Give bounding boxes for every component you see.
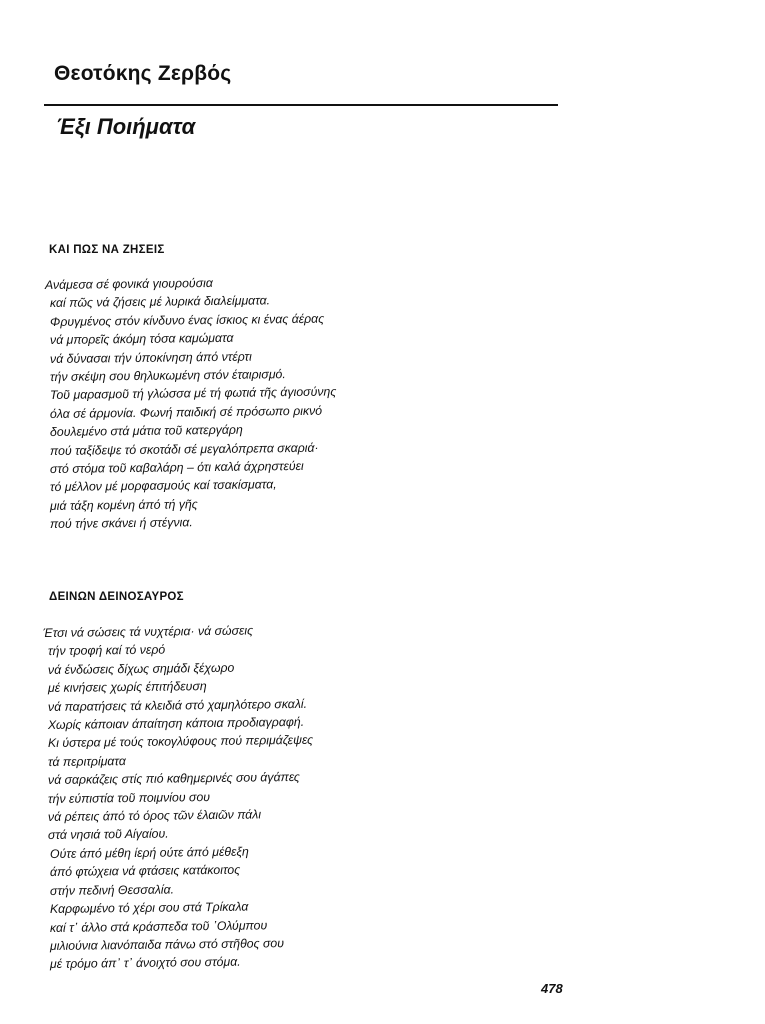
- poem-line: πού ταξίδεψε τό σκοτάδι σέ μεγαλόπρεπα σκαριά·: [49, 440, 319, 458]
- poem-line: δουλεμένο στά μάτια τοῦ κατεργάρη: [49, 422, 243, 440]
- page-number: 478: [541, 981, 563, 996]
- poem-line: όλα σέ άρμονία. Φωνή παιδική σέ πρόσωπο ρικνό: [49, 403, 323, 421]
- poem-line: Ούτε άπό μέθη ίερή ούτε άπό μέθεξη: [49, 844, 249, 861]
- poem-line: καί τ᾽ άλλο στά κράσπεδα τοῦ ᾽Ολύμπου: [49, 917, 268, 935]
- poem-line: νά παρατήσεις τά κλειδιά στό χαμηλότερο σκαλί.: [47, 696, 308, 714]
- poem-line: νά δύνασαι τήν ύποκίνηση άπό ντέρτι: [49, 349, 252, 366]
- poem-line: νά μπορεῖς άκόμη τόσα καμώματα: [49, 330, 234, 348]
- poem-line: Ανάμεσα σέ φονικά γιουρούσια: [44, 275, 213, 292]
- poem-line: τά περιτρίματα: [47, 753, 126, 769]
- title-rule: [44, 104, 558, 106]
- poem-line: μέ τρόμο άπ᾽ τ᾽ άνοιχτό σου στόμα.: [49, 955, 241, 972]
- poem-title-1: ΚΑΙ ΠΩΣ ΝΑ ΖΗΣΕΙΣ: [49, 244, 165, 256]
- poem-line: νά ένδώσεις δίχως σημάδι ξέχωρο: [47, 660, 235, 677]
- poem-line: Χωρίς κάποιαν άπαίτηση κάποια προδιαγραφή.: [47, 714, 305, 732]
- poem-title-2: ΔΕΙΝΩΝ ΔΕΙΝΟΣΑΥΡΟΣ: [49, 591, 184, 603]
- poem-line: στά νησιά τοῦ Αίγαίου.: [47, 826, 169, 843]
- poem-line: νά σαρκάζεις στίς πιό καθημερινές σου άγάπες: [47, 770, 300, 788]
- author-name: Θεοτόκης Ζερβός: [54, 62, 232, 85]
- poem-1-stanza-1: [45, 276, 336, 533]
- poem-line: τό μέλλον μέ μορφασμούς καί τσακίσματα,: [49, 477, 277, 495]
- poem-2-stanza-2: [50, 845, 284, 974]
- poem-line: τήν εύπιστία τοῦ ποιμνίου σου: [47, 789, 211, 806]
- poem-line: Έτσι νά σώσεις τά νυχτέρια· νά σώσεις: [42, 623, 254, 640]
- collection-title: Έξι Ποιήματα: [56, 114, 196, 139]
- poem-line: Τοῦ μαρασμοῦ τή γλώσσα μέ τή φωτιά τῆς άγιοσύνης: [49, 384, 337, 403]
- poem-line: τήν σκέψη σου θηλυκωμένη στόν έταιρισμό.: [49, 367, 286, 384]
- poem-line: Κι ύστερα μέ τούς τοκογλύφους πού περιμάζεψες: [47, 733, 314, 751]
- poem-line: Φρυγμένος στόν κίνδυνο ένας ίσκιος κι ένας άέρας: [49, 311, 325, 329]
- poem-line: Καρφωμένο τό χέρι σου στά Τρίκαλα: [49, 899, 249, 917]
- poem-line: μιά τάξη κομένη άπό τή γῆς: [49, 496, 198, 513]
- poem-line: άπό φτώχεια νά φτάσεις κατάκοιτος: [49, 863, 241, 880]
- poem-line: καί πῶς νά ζήσεις μέ λυρικά διαλείμματα.: [49, 293, 271, 311]
- poem-line: μέ κινήσεις χωρίς έπιτήδευση: [47, 679, 207, 696]
- poem-line: νά ρέπεις άπό τό όρος τῶν έλαιῶν πάλι: [47, 807, 262, 824]
- poem-line: μιλιούνια λιανόπαιδα πάνω στό στῆθος σου: [49, 936, 285, 953]
- poem-line: στό στόμα τοῦ καβαλάρη – ότι καλά άχρηστεύει: [49, 458, 304, 476]
- poem-line: τήν τροφή καί τό νερό: [47, 642, 166, 659]
- poem-2-stanza-1: [43, 624, 313, 845]
- poem-line: στήν πεδινή Θεσσαλία.: [49, 882, 175, 898]
- poem-line: πού τήνε σκάνει ή στέγνια.: [49, 515, 193, 532]
